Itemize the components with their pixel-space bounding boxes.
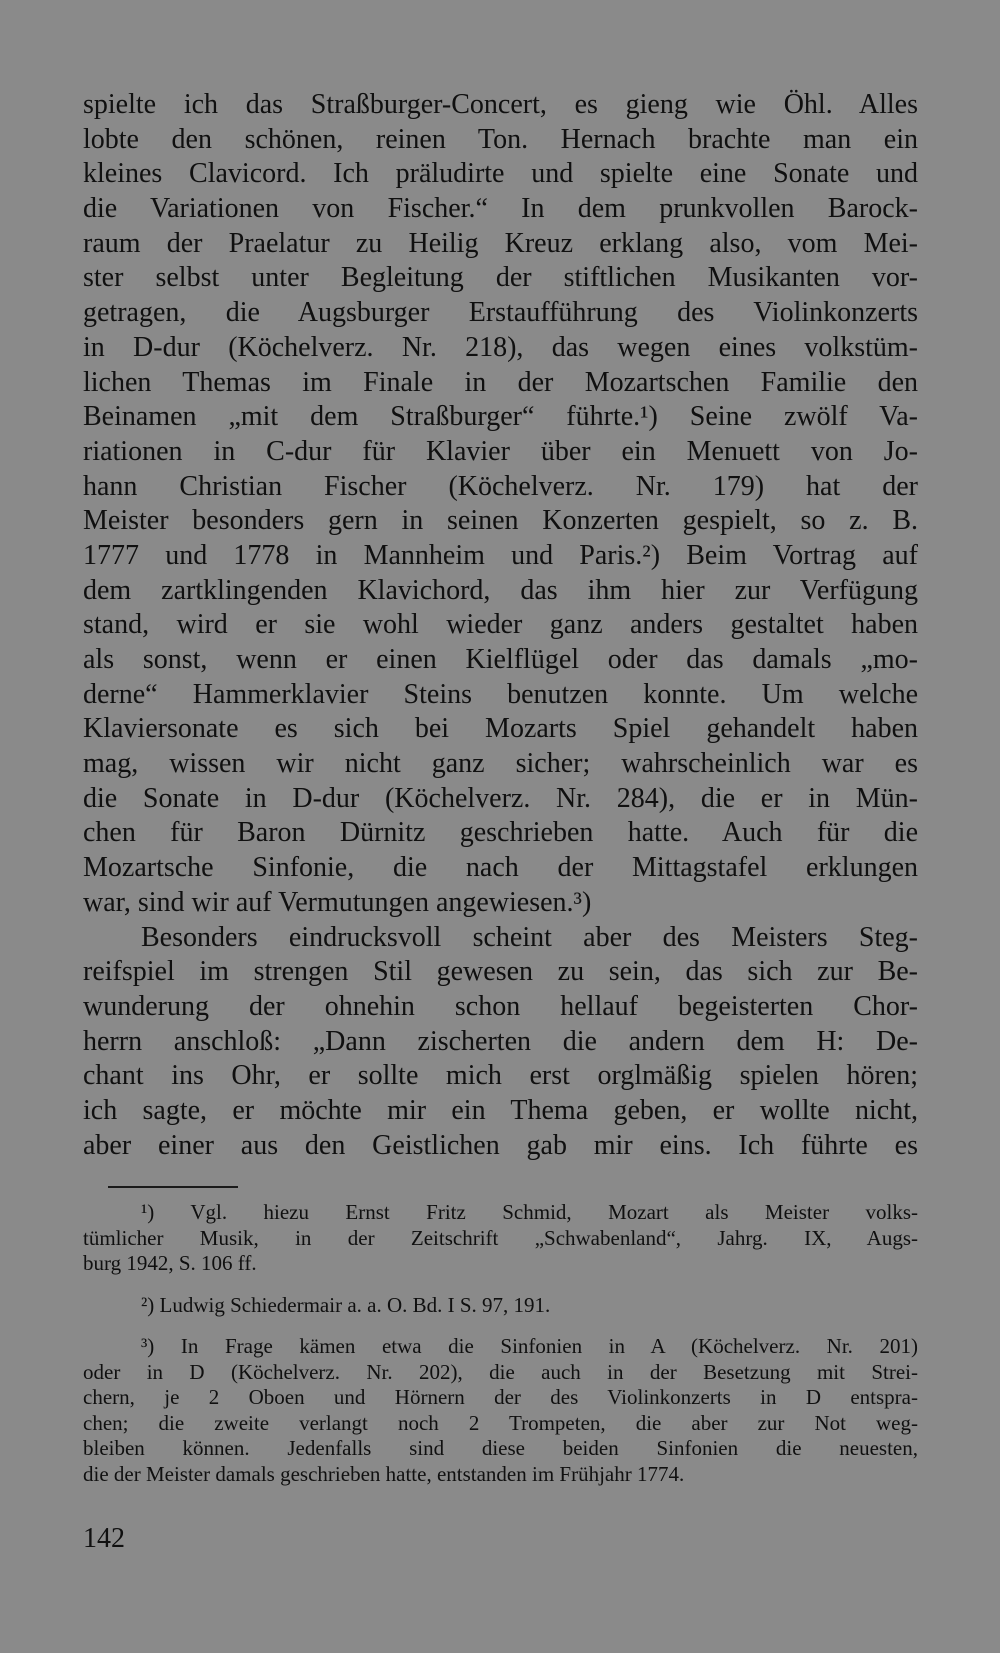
page-number: 142 [83, 1523, 125, 1554]
text-line: Meister besonders gern in seinen Konzerten gespielt, so z. B. [83, 505, 918, 537]
text-line: wunderung der ohnehin schon hellauf begeisterten Chor- [83, 990, 918, 1022]
text-line: 1777 und 1778 in Mannheim und Paris.²) Beim Vortrag auf [83, 539, 918, 571]
text-line: dem zartklingenden Klavichord, das ihm hier zur Verfügung [83, 574, 918, 606]
text-line: aber einer aus den Geistlichen gab mir eins. Ich führte es [83, 1129, 918, 1161]
text-line: Klaviersonate es sich bei Mozarts Spiel gehandelt haben [83, 713, 918, 745]
text-line: war, sind wir auf Vermutungen angewiesen.³) [83, 886, 592, 918]
text-line: die Variationen von Fischer.“ In dem prunkvollen Barock- [83, 193, 918, 225]
text-line: herrn anschloß: „Dann zischerten die andern dem H: De- [83, 1025, 918, 1057]
text-line: getragen, die Augsburger Erstaufführung des Violinkonzerts [83, 297, 918, 329]
body-text [83, 88, 918, 1163]
text-line: stand, wird er sie wohl wieder ganz anders gestaltet haben [83, 609, 918, 641]
text-line: riationen in C-dur für Klavier über ein Menuett von Jo- [83, 435, 918, 467]
footnote-line: chern, je 2 Oboen und Hörnern der des Violinkonzerts in D entspra- [83, 1385, 918, 1409]
text-line: mag, wissen wir nicht ganz sicher; wahrscheinlich war es [83, 748, 918, 780]
text-line: lobte den schönen, reinen Ton. Hernach brachte man ein [83, 123, 918, 155]
text-line: Mozartsche Sinfonie, die nach der Mittagstafel erklungen [83, 852, 918, 884]
text-line: kleines Clavicord. Ich präludirte und spielte eine Sonate und [83, 158, 918, 190]
footnote-1 [83, 1200, 918, 1277]
text-line: Besonders eindrucksvoll scheint aber des Meisters Steg- [141, 921, 918, 953]
footnote-2 [83, 1293, 918, 1319]
footnote-line: ²) Ludwig Schiedermair a. a. O. Bd. I S. 97, 191. [141, 1292, 551, 1317]
footnote-line: ³) In Frage kämen etwa die Sinfonien in A (Köchelverz. Nr. 201) [141, 1334, 918, 1358]
text-line: die Sonate in D-dur (Köchelverz. Nr. 284), die er in Mün- [83, 782, 918, 814]
text-line: chen für Baron Dürnitz geschrieben hatte. Auch für die [83, 817, 918, 849]
text-line: ich sagte, er möchte mir ein Thema geben, er wollte nicht, [83, 1094, 918, 1126]
text-line: hann Christian Fischer (Köchelverz. Nr. 179) hat der [83, 470, 918, 502]
text-line: lichen Themas im Finale in der Mozartschen Familie den [83, 366, 918, 398]
footnotes [83, 1200, 918, 1503]
footnote-line: bleiben können. Jedenfalls sind diese beiden Sinfonien die neuesten, [83, 1436, 918, 1460]
text-line: spielte ich das Straßburger-Concert, es gieng wie Öhl. Alles [83, 89, 918, 120]
text-line: reifspiel im strengen Stil gewesen zu sein, das sich zur Be- [83, 956, 918, 988]
footnote-line: chen; die zweite verlangt noch 2 Trompeten, die aber zur Not weg- [83, 1410, 918, 1435]
text-line: Beinamen „mit dem Straßburger“ führte.¹) Seine zwölf Va- [83, 401, 918, 433]
footnote-line: die der Meister damals geschrieben hatte, entstanden im Frühjahr 1774. [83, 1461, 685, 1486]
footnote-line: oder in D (Köchelverz. Nr. 202), die auch in der Besetzung mit Strei- [83, 1359, 918, 1384]
text-line: raum der Praelatur zu Heilig Kreuz erklang also, vom Mei- [83, 227, 918, 259]
footnote-divider [108, 1186, 238, 1188]
footnote-line: ¹) Vgl. hiezu Ernst Fritz Schmid, Mozart als Meister volks- [141, 1200, 918, 1224]
text-line: als sonst, wenn er einen Kielflügel oder das damals „mo- [83, 644, 918, 675]
text-line: derne“ Hammerklavier Steins benutzen konnte. Um welche [83, 678, 918, 710]
text-line: chant ins Ohr, er sollte mich erst orglmäßig spielen hören; [83, 1060, 918, 1092]
text-line: in D-dur (Köchelverz. Nr. 218), das wegen eines volkstüm- [83, 331, 918, 363]
footnote-line: burg 1942, S. 106 ff. [83, 1251, 257, 1275]
text-line: ster selbst unter Begleitung der stiftlichen Musikanten vor- [83, 262, 918, 294]
footnote-line: tümlicher Musik, in der Zeitschrift „Schwabenland“, Jahrg. IX, Augs- [83, 1225, 918, 1250]
footnote-3 [83, 1334, 918, 1487]
